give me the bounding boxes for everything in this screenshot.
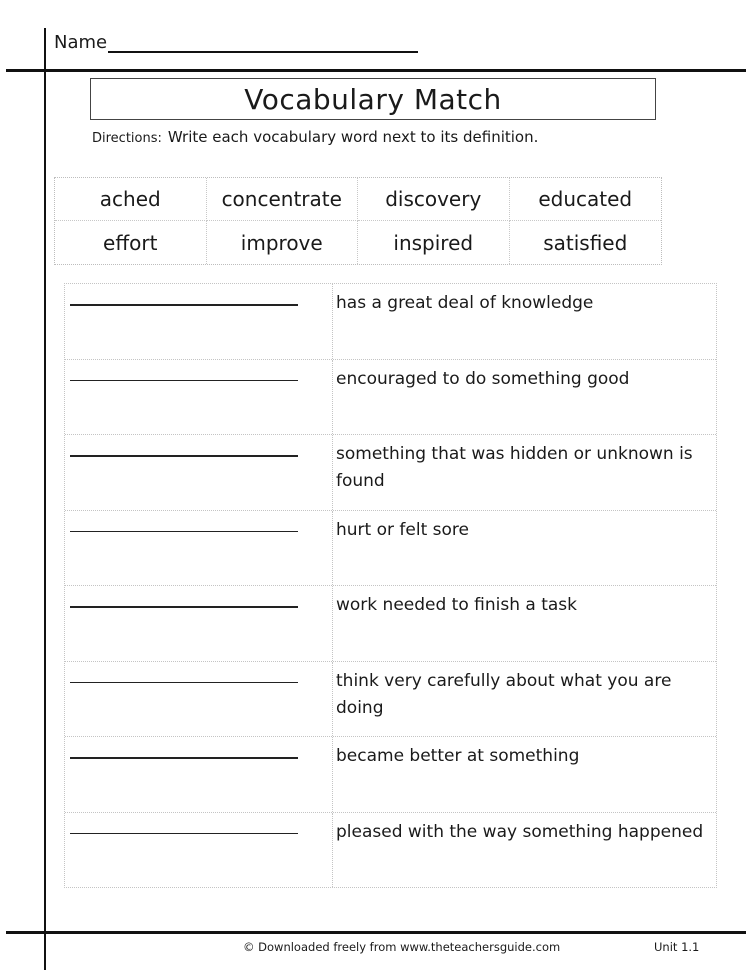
word-bank-item: educated bbox=[510, 178, 662, 221]
matching-row bbox=[65, 662, 716, 738]
matching-row bbox=[65, 284, 716, 360]
directions-label: Directions: bbox=[92, 131, 162, 146]
definition-text: something that was hidden or unknown is found bbox=[336, 444, 693, 491]
matching-row bbox=[65, 586, 716, 662]
matching-row bbox=[65, 737, 716, 813]
answer-blank-line[interactable] bbox=[70, 531, 298, 533]
answer-blank-line[interactable] bbox=[70, 682, 298, 684]
word-bank-item: satisfied bbox=[543, 230, 628, 255]
matching-table bbox=[64, 283, 717, 888]
name-blank-line[interactable] bbox=[108, 33, 418, 53]
definition-text: think very carefully about what you are doing bbox=[336, 670, 672, 718]
answer-blank-line[interactable] bbox=[70, 606, 298, 608]
directions bbox=[92, 128, 538, 146]
definition-text: hurt or felt sore bbox=[336, 519, 469, 540]
answer-blank-line[interactable] bbox=[70, 380, 298, 382]
title-box bbox=[90, 78, 656, 120]
word-bank-item: inspired bbox=[358, 221, 510, 264]
definition-text: has a great deal of knowledge bbox=[336, 293, 594, 313]
footer-credit: © Downloaded freely from www.theteachersguide.com bbox=[243, 940, 561, 954]
definition-text: encouraged to do something good bbox=[336, 368, 630, 389]
word-bank bbox=[54, 177, 662, 265]
answer-blank-line[interactable] bbox=[70, 304, 298, 306]
definition-text: work needed to finish a task bbox=[336, 595, 577, 615]
answer-cell bbox=[65, 662, 333, 737]
answer-blank-line[interactable] bbox=[70, 833, 298, 835]
matching-row bbox=[65, 511, 716, 587]
answer-cell bbox=[65, 435, 333, 510]
matching-row bbox=[65, 360, 716, 436]
definition-text: pleased with the way something happened bbox=[336, 821, 704, 842]
name-label: Name bbox=[54, 32, 108, 53]
matching-row bbox=[65, 435, 716, 511]
answer-cell bbox=[65, 737, 333, 812]
definition-text: became better at something bbox=[336, 746, 580, 766]
word-bank-item: concentrate bbox=[207, 178, 359, 221]
header-divider bbox=[6, 69, 746, 72]
answer-cell bbox=[65, 284, 333, 359]
answer-cell bbox=[65, 360, 333, 435]
answer-blank-line[interactable] bbox=[70, 757, 298, 759]
name-field bbox=[54, 32, 418, 53]
matching-row bbox=[65, 813, 716, 888]
answer-blank-line[interactable] bbox=[70, 455, 298, 457]
word-bank-item: ached bbox=[55, 178, 207, 221]
word-bank-item: effort bbox=[55, 221, 207, 264]
unit-label: Unit 1.1 bbox=[654, 940, 700, 954]
worksheet-title: Vocabulary Match bbox=[244, 82, 502, 116]
answer-cell bbox=[65, 813, 333, 888]
answer-cell bbox=[65, 586, 333, 661]
footer-divider bbox=[6, 931, 746, 934]
left-margin-line bbox=[44, 28, 46, 970]
answer-cell bbox=[65, 511, 333, 586]
word-bank-item: discovery bbox=[358, 178, 510, 221]
word-bank-item: improve bbox=[207, 221, 359, 264]
directions-text: Write each vocabulary word next to its definition. bbox=[167, 128, 539, 146]
